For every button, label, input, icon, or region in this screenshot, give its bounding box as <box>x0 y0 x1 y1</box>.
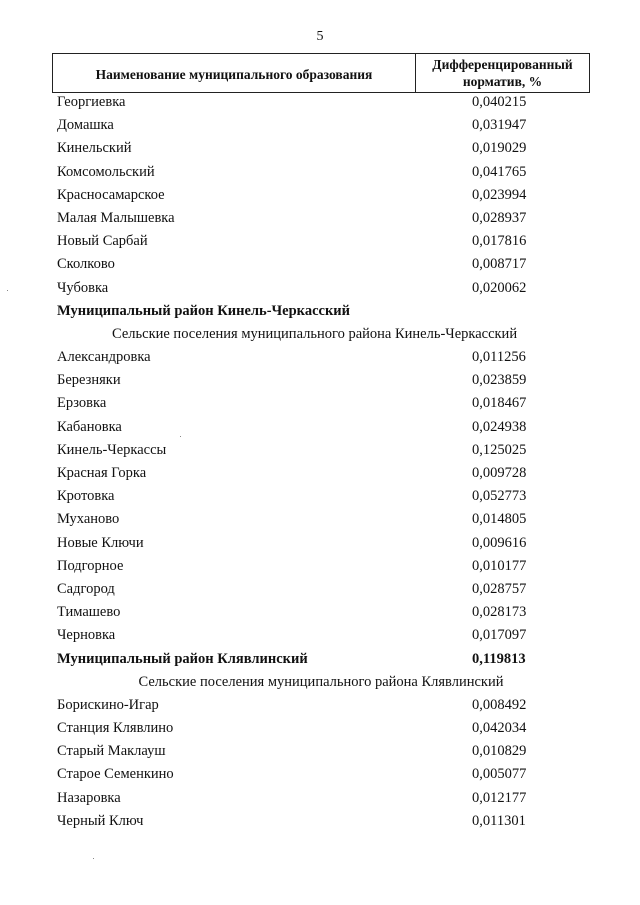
row-value: 0,023859 <box>472 372 527 389</box>
row-name: Тимашево <box>57 604 121 621</box>
table-row <box>0 787 640 810</box>
row-name: Березняки <box>57 372 121 389</box>
row-name: Красная Горка <box>57 465 147 481</box>
row-value: 0,052773 <box>472 488 527 505</box>
row-value: 0,041765 <box>472 163 527 180</box>
row-name: Кротовка <box>57 488 115 505</box>
row-name: Домашка <box>57 117 114 134</box>
row-value: 0,005077 <box>472 766 527 783</box>
header-norm-line2: норматив, % <box>462 74 543 89</box>
row-value: 0,014805 <box>472 511 527 528</box>
table-row <box>0 555 640 578</box>
row-name: Муниципальный район Клявлинский <box>57 650 308 667</box>
row-name: Кинельский <box>57 140 132 157</box>
row-name: Комсомольский <box>57 163 155 180</box>
table-row <box>0 578 640 601</box>
row-value: 0,125025 <box>472 441 527 458</box>
row-name: Новый Сарбай <box>57 233 148 250</box>
row-value: 0,008717 <box>472 256 527 273</box>
table-row <box>0 740 640 763</box>
row-value: 0,042034 <box>472 720 527 737</box>
row-value: 0,017816 <box>472 233 527 250</box>
row-value: 0,017097 <box>472 627 527 644</box>
page-number: 5 <box>316 29 324 44</box>
row-name: Александровка <box>57 349 151 366</box>
row-name: Садгород <box>57 580 115 597</box>
row-name: Черный Ключ <box>57 812 144 829</box>
row-value: 0,031947 <box>472 117 527 134</box>
table-row <box>0 439 640 462</box>
row-name: Старое Семенкино <box>57 766 174 783</box>
row-value: 0,020062 <box>472 279 527 296</box>
row-name: Георгиевка <box>57 94 126 110</box>
table-row <box>0 624 640 647</box>
table-row <box>0 253 640 276</box>
header-norm-line1: Дифференцированный <box>432 57 573 72</box>
header-differentiated-norm <box>416 54 589 92</box>
row-value: 0,012177 <box>472 789 527 806</box>
row-value: 0,019029 <box>472 140 527 157</box>
scan-speck <box>7 290 8 291</box>
row-name: Черновка <box>57 627 116 644</box>
table-row <box>0 184 640 207</box>
table-row <box>0 369 640 392</box>
table-row <box>0 532 640 555</box>
row-value: 0,040215 <box>472 94 527 110</box>
row-name: Сельские поселения муниципального района Клявлинский <box>138 673 504 690</box>
row-name: Малая Малышевка <box>57 209 175 226</box>
row-name: Муханово <box>57 511 120 528</box>
row-name: Назаровка <box>57 789 121 806</box>
table-row <box>0 230 640 253</box>
table-row <box>0 137 640 160</box>
table-row <box>0 717 640 740</box>
row-name: Кинель-Черкассы <box>57 441 167 458</box>
row-value: 0,028757 <box>472 580 527 597</box>
table-row <box>0 91 640 114</box>
subheading-row <box>0 323 640 346</box>
table-row <box>0 601 640 624</box>
table-row <box>0 161 640 184</box>
row-value: 0,028173 <box>472 604 527 621</box>
row-value: 0,011256 <box>472 349 526 366</box>
table-row <box>0 810 640 833</box>
table-row <box>0 277 640 300</box>
row-name: Борискино-Игар <box>57 696 159 713</box>
table-row <box>0 485 640 508</box>
row-name: Сколково <box>57 256 115 273</box>
scan-speck <box>180 436 181 437</box>
row-name: Красносамарское <box>57 186 165 203</box>
table-row <box>0 346 640 369</box>
row-name: Подгорное <box>57 557 124 574</box>
row-value: 0,010177 <box>472 557 527 574</box>
row-name: Станция Клявлино <box>57 720 174 737</box>
table-row <box>0 508 640 531</box>
row-value: 0,009616 <box>472 534 527 551</box>
row-value: 0,008492 <box>472 696 527 713</box>
table-row <box>0 207 640 230</box>
table-header <box>52 53 590 93</box>
row-name: Сельские поселения муниципального района Кинель-Черкасский <box>112 325 518 342</box>
table-row <box>0 114 640 137</box>
table-row <box>0 462 640 485</box>
row-name: Кабановка <box>57 418 122 435</box>
scan-speck <box>93 858 94 859</box>
row-value: 0,011301 <box>472 812 526 829</box>
table-row <box>0 763 640 786</box>
row-value: 0,119813 <box>472 650 526 667</box>
row-name: Муниципальный район Кинель-Черкасский <box>57 302 351 319</box>
row-name: Чубовка <box>57 279 109 296</box>
table-row <box>0 694 640 717</box>
row-value: 0,028937 <box>472 209 527 226</box>
row-name: Новые Ключи <box>57 534 144 551</box>
row-value: 0,010829 <box>472 743 527 760</box>
header-municipality-name: Наименование муниципального образования <box>53 54 416 92</box>
row-value: 0,023994 <box>472 186 527 203</box>
row-value: 0,009728 <box>472 465 527 481</box>
district-row <box>0 300 640 323</box>
row-name: Ерзовка <box>57 395 107 412</box>
row-value: 0,018467 <box>472 395 527 412</box>
table-row <box>0 392 640 415</box>
subheading-row <box>0 671 640 694</box>
district-row <box>0 648 640 671</box>
table-body <box>0 91 640 833</box>
row-value: 0,024938 <box>472 418 527 435</box>
table-row <box>0 416 640 439</box>
row-name: Старый Маклауш <box>57 743 166 760</box>
